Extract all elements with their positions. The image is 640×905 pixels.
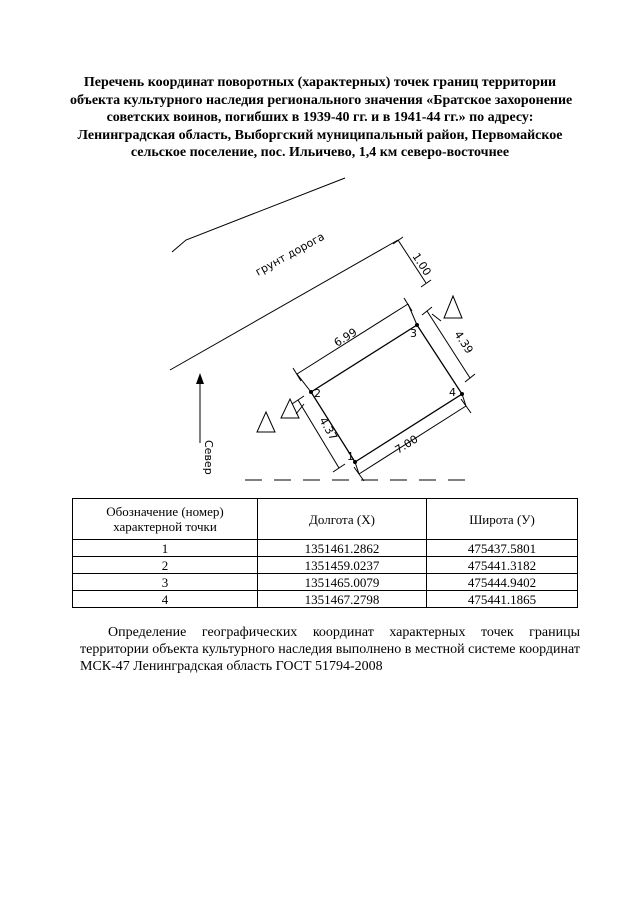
title-line-3: советских воинов, погибших в 1939-40 гг. и в 1941-44 гг.» по адресу:: [106, 110, 534, 125]
title-line-2: объекта культурного наследия регионального значения «Братское захоронение: [70, 92, 573, 108]
header-latitude: Широта (У): [427, 499, 578, 540]
table-row: [73, 591, 578, 608]
dim-label-700: 7.00: [392, 432, 421, 457]
coordinate-system-note: [80, 624, 580, 675]
cell-latitude: 475444.9402: [427, 574, 578, 591]
cell-point-id: 1: [73, 540, 258, 557]
cell-longitude: 1351461.2862: [258, 540, 427, 557]
cell-point-id: 4: [73, 591, 258, 608]
title-line-1: Перечень координат поворотных (характерных) точек границ территории: [83, 75, 557, 90]
point-label-1: 1: [347, 450, 354, 463]
point-label-2: 2: [314, 387, 321, 400]
dim-label-100: 1.00: [409, 250, 434, 279]
cell-longitude: 1351467.2798: [258, 591, 427, 608]
point-label-4: 4: [449, 386, 456, 399]
header-longitude: Долгота (X): [258, 499, 427, 540]
road-label: грунт дорога: [253, 229, 327, 279]
north-label: Север: [202, 440, 215, 475]
cell-longitude: 1351459.0237: [258, 557, 427, 574]
coordinates-table: [72, 498, 578, 608]
survey-triangle-left-2: [281, 399, 299, 418]
note-text: Определение географических координат характерных точек границы территории объекта культурного наследия выполнено в местной системе координат МСК-47 Ленинградская область ГОСТ 51794-2008: [80, 625, 580, 674]
table-row: [73, 540, 578, 557]
cell-longitude: 1351465.0079: [258, 574, 427, 591]
dim-label-437: 4.37: [316, 415, 340, 443]
title-line-5: сельское поселение, пос. Ильичево, 1,4 км северо-восточнее: [130, 145, 510, 160]
cell-point-id: 2: [73, 557, 258, 574]
table-row: [73, 557, 578, 574]
point-4-marker: [460, 392, 464, 396]
cell-point-id: 3: [73, 574, 258, 591]
point-2-marker: [309, 390, 313, 394]
header-point-id: Обозначение (номер) характерной точки: [73, 499, 258, 540]
point-label-3: 3: [410, 327, 417, 340]
dim-label-439: 4.39: [451, 328, 476, 357]
table-header-row: [73, 499, 578, 540]
dim-label-699: 6.99: [331, 325, 360, 350]
north-arrow-head: [196, 373, 204, 384]
boundary-polygon: [311, 325, 462, 462]
title-line-4: Ленинградская область, Выборгский муниципальный район, Первомайское: [77, 127, 563, 143]
survey-triangle-right: [444, 296, 462, 318]
table-row: [73, 574, 578, 591]
cell-latitude: 475441.3182: [427, 557, 578, 574]
cell-latitude: 475441.1865: [427, 591, 578, 608]
survey-triangle-left-1: [257, 412, 275, 432]
cell-latitude: 475437.5801: [427, 540, 578, 557]
